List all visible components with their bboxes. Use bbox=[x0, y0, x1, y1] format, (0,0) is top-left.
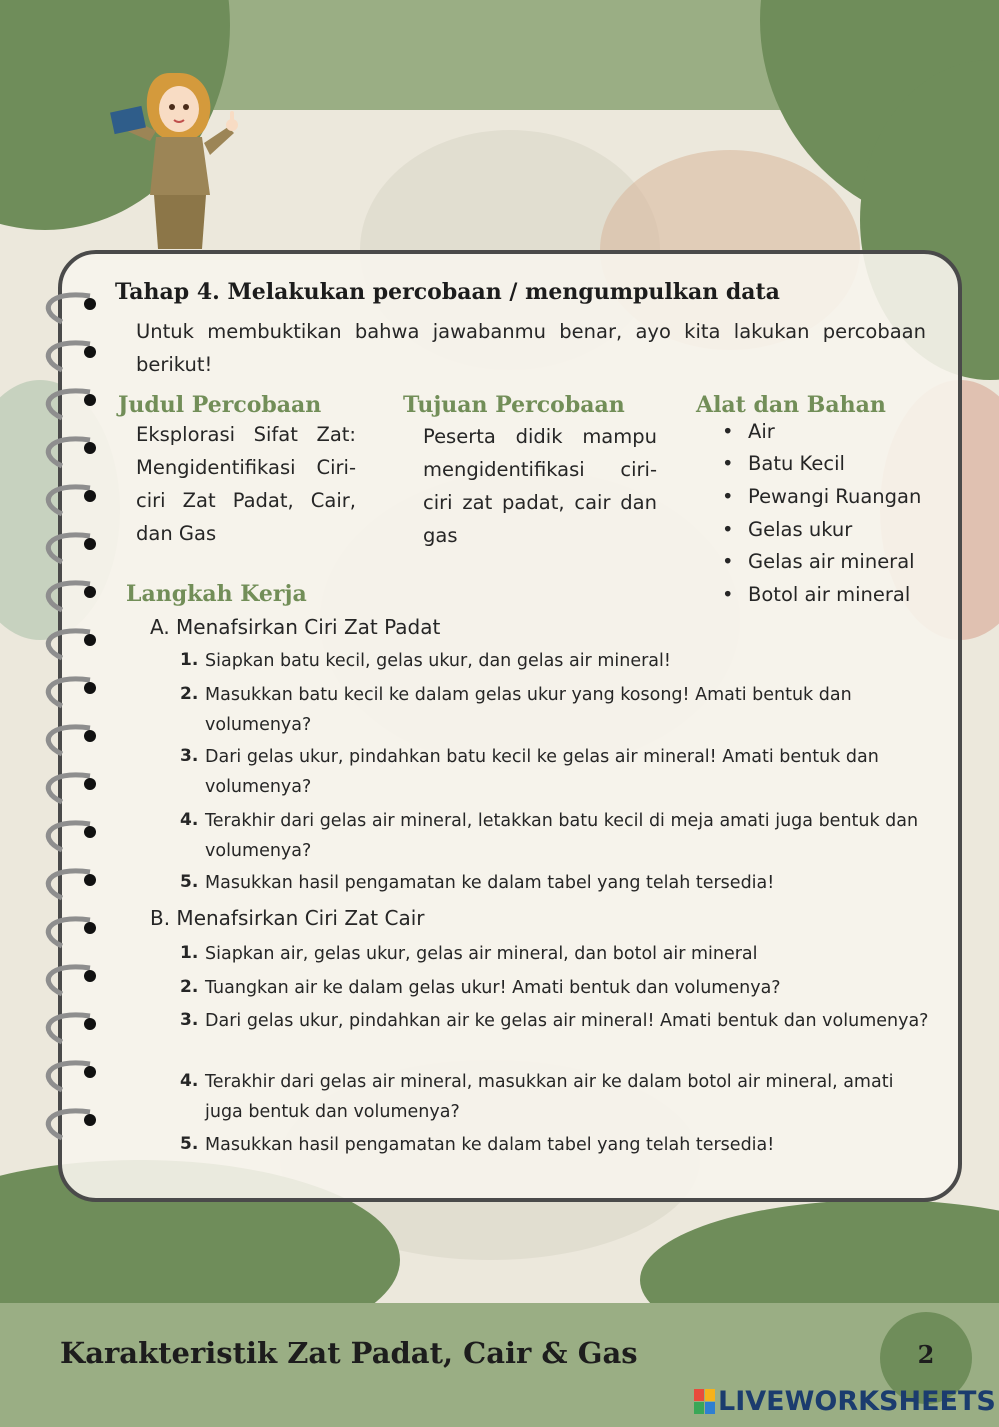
brand-name: LIVEWORKSHEETS bbox=[718, 1386, 996, 1417]
step-number: 5. bbox=[180, 1134, 199, 1154]
step-text: Dari gelas ukur, pindahkan batu kecil ke gelas air mineral! Amati bentuk dan volumenya? bbox=[205, 747, 879, 797]
step-number: 1. bbox=[180, 650, 199, 670]
teacher-illustration bbox=[110, 65, 250, 250]
step-number: 1. bbox=[180, 943, 199, 963]
intro-text: Untuk membuktikan bahwa jawabanmu benar, ayo kita lakukan percobaan berikut! bbox=[136, 320, 926, 376]
alat-item: • Air bbox=[748, 420, 775, 443]
step-number: 5. bbox=[180, 872, 199, 892]
alat-item: • Pewangi Ruangan bbox=[748, 485, 921, 508]
step-text: Tuangkan air ke dalam gelas ukur! Amati bentuk dan volumenya? bbox=[205, 978, 781, 998]
step-text: Siapkan air, gelas ukur, gelas air mineral, dan botol air mineral bbox=[205, 944, 758, 964]
langkah-heading: Langkah Kerja bbox=[126, 581, 307, 607]
step-number: 4. bbox=[180, 810, 199, 830]
tujuan-heading: Tujuan Percobaan bbox=[403, 392, 625, 418]
spiral-binding bbox=[28, 290, 108, 1150]
page-number: 2 bbox=[917, 1340, 935, 1369]
judul-heading: Judul Percobaan bbox=[118, 392, 322, 418]
alat-heading: Alat dan Bahan bbox=[696, 392, 886, 418]
step-text: Masukkan hasil pengamatan ke dalam tabel yang telah tersedia! bbox=[205, 873, 775, 893]
judul-text: Eksplorasi Sifat Zat: Mengidentifikasi Ciri-ciri Zat Padat, Cair, dan Gas bbox=[136, 423, 356, 545]
footer-title: Karakteristik Zat Padat, Cair & Gas bbox=[60, 1336, 638, 1370]
section-a-title: A. Menafsirkan Ciri Zat Padat bbox=[150, 615, 441, 639]
step-text: Dari gelas ukur, pindahkan air ke gelas air mineral! Amati bentuk dan volumenya? bbox=[205, 1011, 929, 1031]
alat-item: • Gelas ukur bbox=[748, 518, 852, 541]
step-number: 3. bbox=[180, 746, 199, 766]
step-title: Tahap 4. Melakukan percobaan / mengumpulkan data bbox=[115, 279, 780, 305]
liveworksheets-icon bbox=[694, 1389, 715, 1414]
step-number: 3. bbox=[180, 1010, 199, 1030]
step-number: 2. bbox=[180, 684, 199, 704]
step-text: Terakhir dari gelas air mineral, letakkan batu kecil di meja amati juga bentuk dan volumenya? bbox=[205, 811, 919, 861]
step-text: Masukkan batu kecil ke dalam gelas ukur yang kosong! Amati bentuk dan volumenya? bbox=[205, 685, 852, 735]
liveworksheets-logo[interactable] bbox=[694, 1386, 996, 1417]
tujuan-text: Peserta didik mampu mengidentifikasi ciri-ciri zat padat, cair dan gas bbox=[423, 425, 657, 547]
alat-item: • Gelas air mineral bbox=[748, 550, 915, 573]
step-number: 4. bbox=[180, 1071, 199, 1091]
alat-item: • Batu Kecil bbox=[748, 452, 845, 475]
alat-item: • Botol air mineral bbox=[748, 583, 910, 606]
step-number: 2. bbox=[180, 977, 199, 997]
step-text: Siapkan batu kecil, gelas ukur, dan gelas air mineral! bbox=[205, 651, 671, 671]
step-text: Terakhir dari gelas air mineral, masukkan air ke dalam botol air mineral, amati juga bentuk dan volumenya? bbox=[205, 1072, 894, 1122]
step-text: Masukkan hasil pengamatan ke dalam tabel yang telah tersedia! bbox=[205, 1135, 775, 1155]
section-b-title: B. Menafsirkan Ciri Zat Cair bbox=[150, 906, 425, 930]
